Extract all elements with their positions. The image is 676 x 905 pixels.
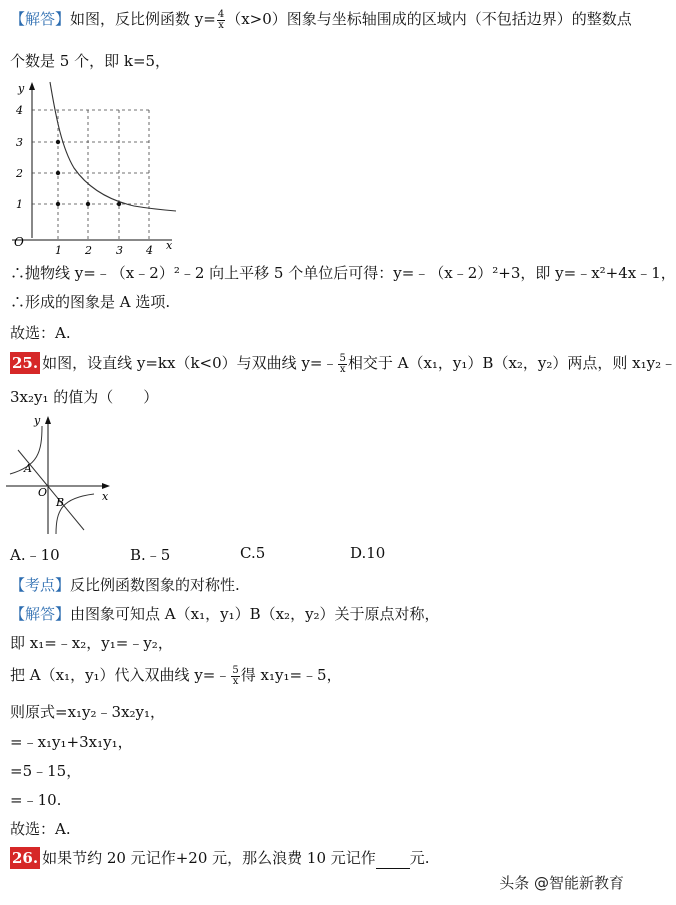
- jieda-line: 【解答】由图象可知点 A（x₁，y₁）B（x₂，y₂）关于原点对称，: [10, 605, 440, 623]
- fraction-5-over-x: $\frac{5}{x}$: [339, 352, 346, 375]
- conclusion-line: ∴形成的图象是 A 选项.: [10, 293, 171, 311]
- solution-line-3: 则原式=x₁y₂﹣3x₂y₁，: [10, 703, 166, 721]
- x-axis-label: x: [166, 239, 173, 252]
- y-tick-4: 4: [16, 104, 23, 117]
- question-25-line-1: 25. 如图，设直线 y=kx（k<0）与双曲线 y=﹣ $\frac{5}{x}$ 相交于 A（x₁，y₁）B（x₂，y₂）两点，则 x₁y₂﹣: [12, 352, 676, 375]
- x-axis-arrow: [102, 483, 110, 489]
- answer-line-2: 个数是 5 个，即 k=5，: [10, 52, 171, 70]
- question-25-number: 25.: [12, 354, 39, 372]
- option-c: C.5: [240, 544, 266, 562]
- y-tick-2: 2: [16, 167, 23, 180]
- solution-line-1: 即 x₁=﹣x₂，y₁=﹣y₂，: [10, 634, 173, 652]
- kaodian-tag: 【考点】: [10, 576, 71, 594]
- answer-blank: [376, 854, 410, 869]
- y-axis-label: y: [18, 82, 25, 95]
- x-tick-3: 3: [116, 244, 123, 257]
- answer-line-1: [10, 8, 632, 31]
- point-b-label: B: [56, 496, 65, 509]
- question-26-number: 26.: [12, 849, 39, 867]
- answer-text-a: 如图，反比例函数 y=: [70, 10, 216, 28]
- y-axis-arrow: [29, 82, 35, 90]
- choice-line-1: 故选：A.: [10, 324, 71, 342]
- answer-text-b: （x>0）图象与坐标轴围成的区域内（不包括边界）的整数点: [226, 10, 632, 28]
- fraction-4-over-x: $\frac{4}{x}$: [217, 8, 225, 31]
- curve-y-4-over-x: [50, 82, 176, 211]
- solution-line-6: =﹣10.: [10, 791, 62, 809]
- jieda-tag: 【解答】: [10, 605, 71, 623]
- y-tick-3: 3: [16, 136, 23, 149]
- answer-tag: 【解答】: [10, 10, 71, 28]
- y-tick-1: 1: [16, 198, 23, 211]
- solution-line-2: 把 A（x₁，y₁）代入双曲线 y=﹣ $\frac{5}{x}$ 得 x₁y₁=﹣5，: [10, 664, 342, 687]
- graph-hyperbola-line: [4, 414, 116, 538]
- choice-line-2: 故选：A.: [10, 820, 71, 838]
- graph-inverse-function: [4, 78, 184, 257]
- option-a: A.﹣10: [10, 546, 60, 564]
- solution-line-5: =5﹣15，: [10, 762, 82, 780]
- x-tick-1: 1: [55, 244, 62, 257]
- option-b: B.﹣5: [130, 546, 171, 564]
- parabola-line: ∴抛物线 y=﹣（x﹣2）²﹣2 向上平移 5 个单位后可得：y=﹣（x﹣2）²+3，即 y=﹣x²+4x﹣1，: [10, 264, 676, 282]
- question-25-line-2: 3x₂y₁ 的值为（ ）: [10, 388, 159, 406]
- question-26-line: 26. 如果节约 20 元记作+20 元，那么浪费 10 元记作 元.: [12, 849, 430, 867]
- point-a-label: A: [24, 462, 32, 475]
- option-d: D.10: [350, 544, 386, 562]
- y-axis-label: y: [34, 414, 41, 427]
- x-tick-2: 2: [85, 244, 92, 257]
- solution-line-4: =﹣x₁y₁+3x₁y₁，: [10, 733, 133, 751]
- grid-lines: [32, 110, 149, 240]
- origin-label: O: [38, 486, 48, 499]
- y-axis-arrow: [45, 416, 51, 424]
- watermark: 头条 @智能新教育: [499, 874, 624, 892]
- origin-label: O: [14, 235, 24, 249]
- x-tick-4: 4: [146, 244, 153, 257]
- x-axis-label: x: [102, 490, 109, 503]
- kaodian-line: 【考点】反比例函数图象的对称性.: [10, 576, 240, 594]
- fraction-5-over-x-2: $\frac{5}{x}$: [232, 664, 239, 687]
